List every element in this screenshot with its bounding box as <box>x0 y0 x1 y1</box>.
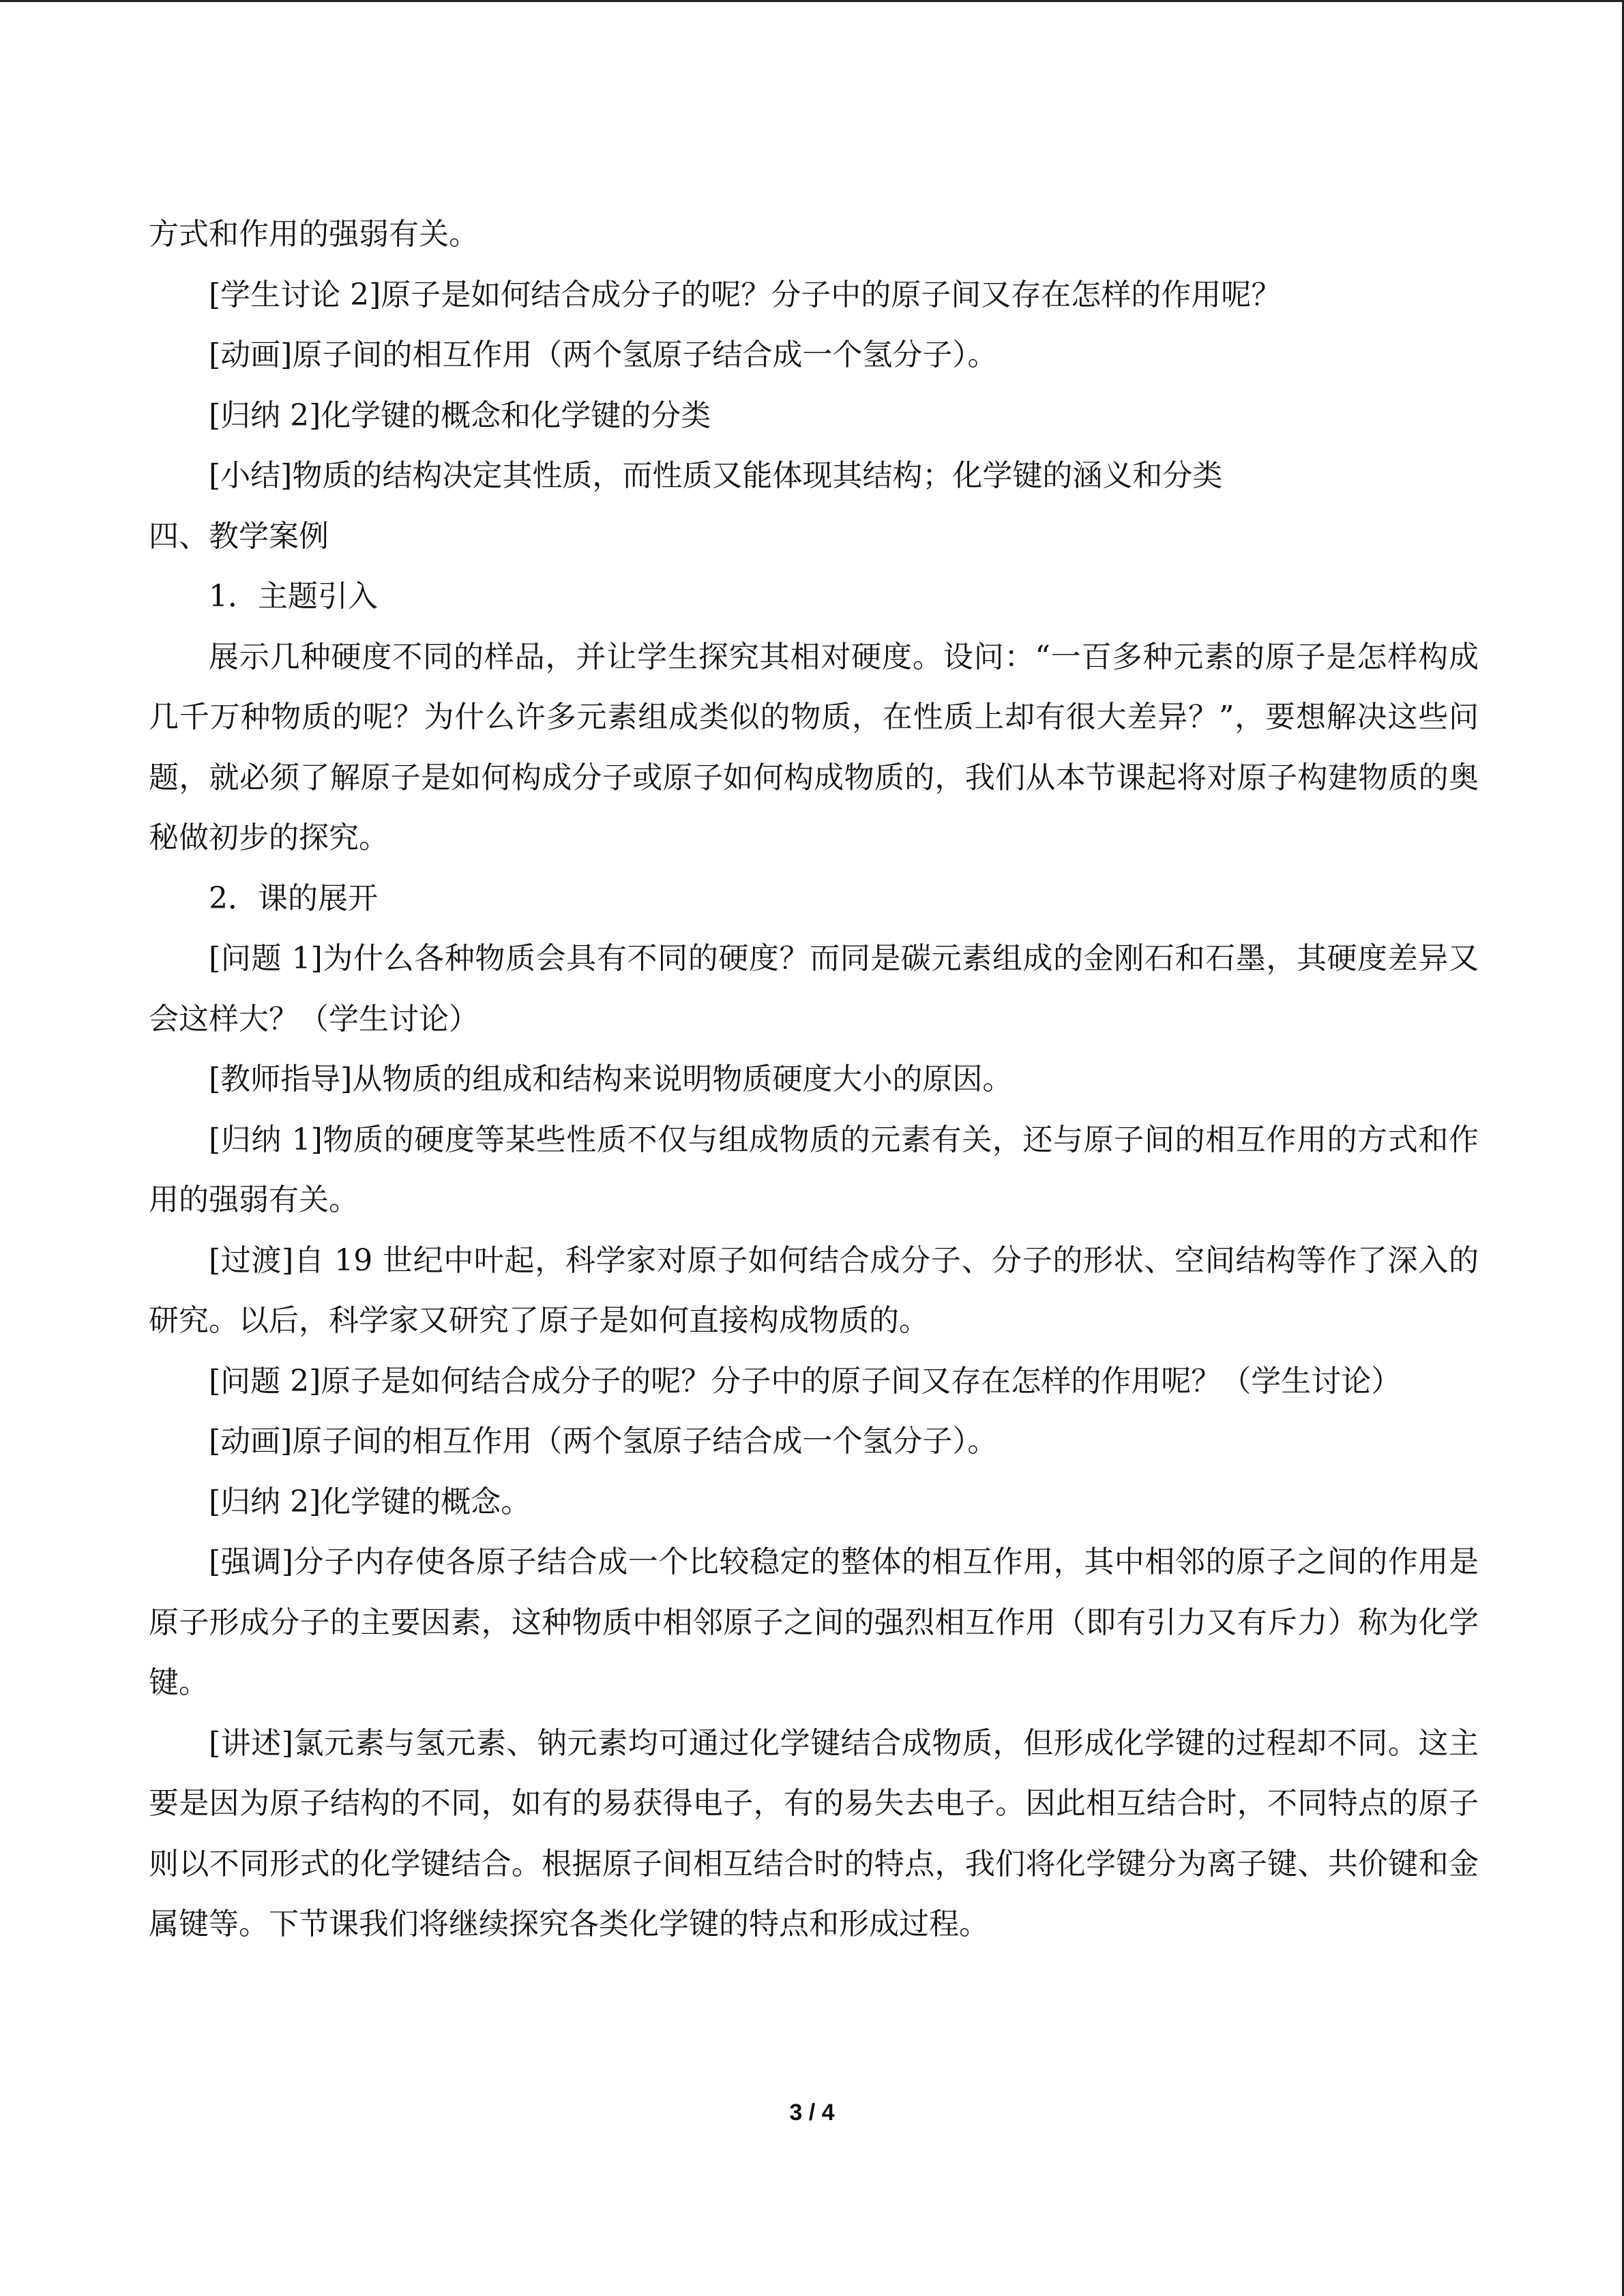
paragraph: [归纳 1]物质的硬度等某些性质不仅与组成物质的元素有关，还与原子间的相互作用的方式和作用的强弱有关。 <box>149 1122 1479 1217</box>
paragraph: 方式和作用的强弱有关。 <box>149 217 479 252</box>
paragraph: 四、教学案例 <box>149 518 329 554</box>
paragraph: [问题 1]为什么各种物质会具有不同的硬度？而同是碳元素组成的金刚石和石墨，其硬度差异又会这样大？（学生讨论） <box>149 941 1479 1037</box>
paragraph: [小结]物质的结构决定其性质，而性质又能体现其结构；化学键的涵义和分类 <box>209 458 1223 493</box>
paragraph: [动画]原子间的相互作用（两个氢原子结合成一个氢分子）。 <box>209 1424 998 1459</box>
paragraph: [强调]分子内存使各原子结合成一个比较稳定的整体的相互作用，其中相邻的原子之间的作用是原子形成分子的主要因素，这种物质中相邻原子之间的强烈相互作用（即有引力又有斥力）称为化学键。 <box>149 1545 1479 1700</box>
paragraph: [教师指导]从物质的组成和结构来说明物质硬度大小的原因。 <box>209 1062 1013 1097</box>
paragraph: [学生讨论 2]原子是如何结合成分子的呢？分子中的原子间又存在怎样的作用呢？ <box>209 277 1282 312</box>
paragraph: [问题 2]原子是如何结合成分子的呢？分子中的原子间又存在怎样的作用呢？（学生讨论） <box>209 1363 1402 1399</box>
paragraph: [动画]原子间的相互作用（两个氢原子结合成一个氢分子）。 <box>209 338 998 372</box>
paragraph: [归纳 2]化学键的概念和化学键的分类 <box>209 398 711 433</box>
paragraph: [过渡]自 19 世纪中叶起，科学家对原子如何结合成分子、分子的形状、空间结构等作了深入的研究。以后，科学家又研究了原子是如何直接构成物质的。 <box>149 1242 1479 1338</box>
document-body <box>149 205 1479 1955</box>
paragraph: 展示几种硬度不同的样品，并让学生探究其相对硬度。设问：“一百多种元素的原子是怎样构成几千万种物质的呢？为什么许多元素组成类似的物质，在性质上却有很大差异？”，要想解决这些问题，就必须了解原子是如何构成分子或原子如何构成物质的，我们从本节课起将对原子构建物质的奥秘做初步的探究。 <box>149 639 1479 855</box>
paragraph: [讲述]氯元素与氢元素、钠元素均可通过化学键结合成物质，但形成化学键的过程却不同。这主要是因为原子结构的不同，如有的易获得电子，有的易失去电子。因此相互结合时，不同特点的原子则以不同形式的化学键结合。根据原子间相互结合时的特点，我们将化学键分为离子键、共价键和金属键等。下节课我们将继续探究各类化学键的特点和形成过程。 <box>149 1725 1479 1941</box>
paragraph: 1．主题引入 <box>209 579 378 614</box>
page-number: 3 / 4 <box>789 2100 835 2126</box>
page-top-border <box>0 0 1624 2</box>
paragraph: [归纳 2]化学键的概念。 <box>209 1484 531 1519</box>
paragraph: 2．课的展开 <box>209 880 378 916</box>
